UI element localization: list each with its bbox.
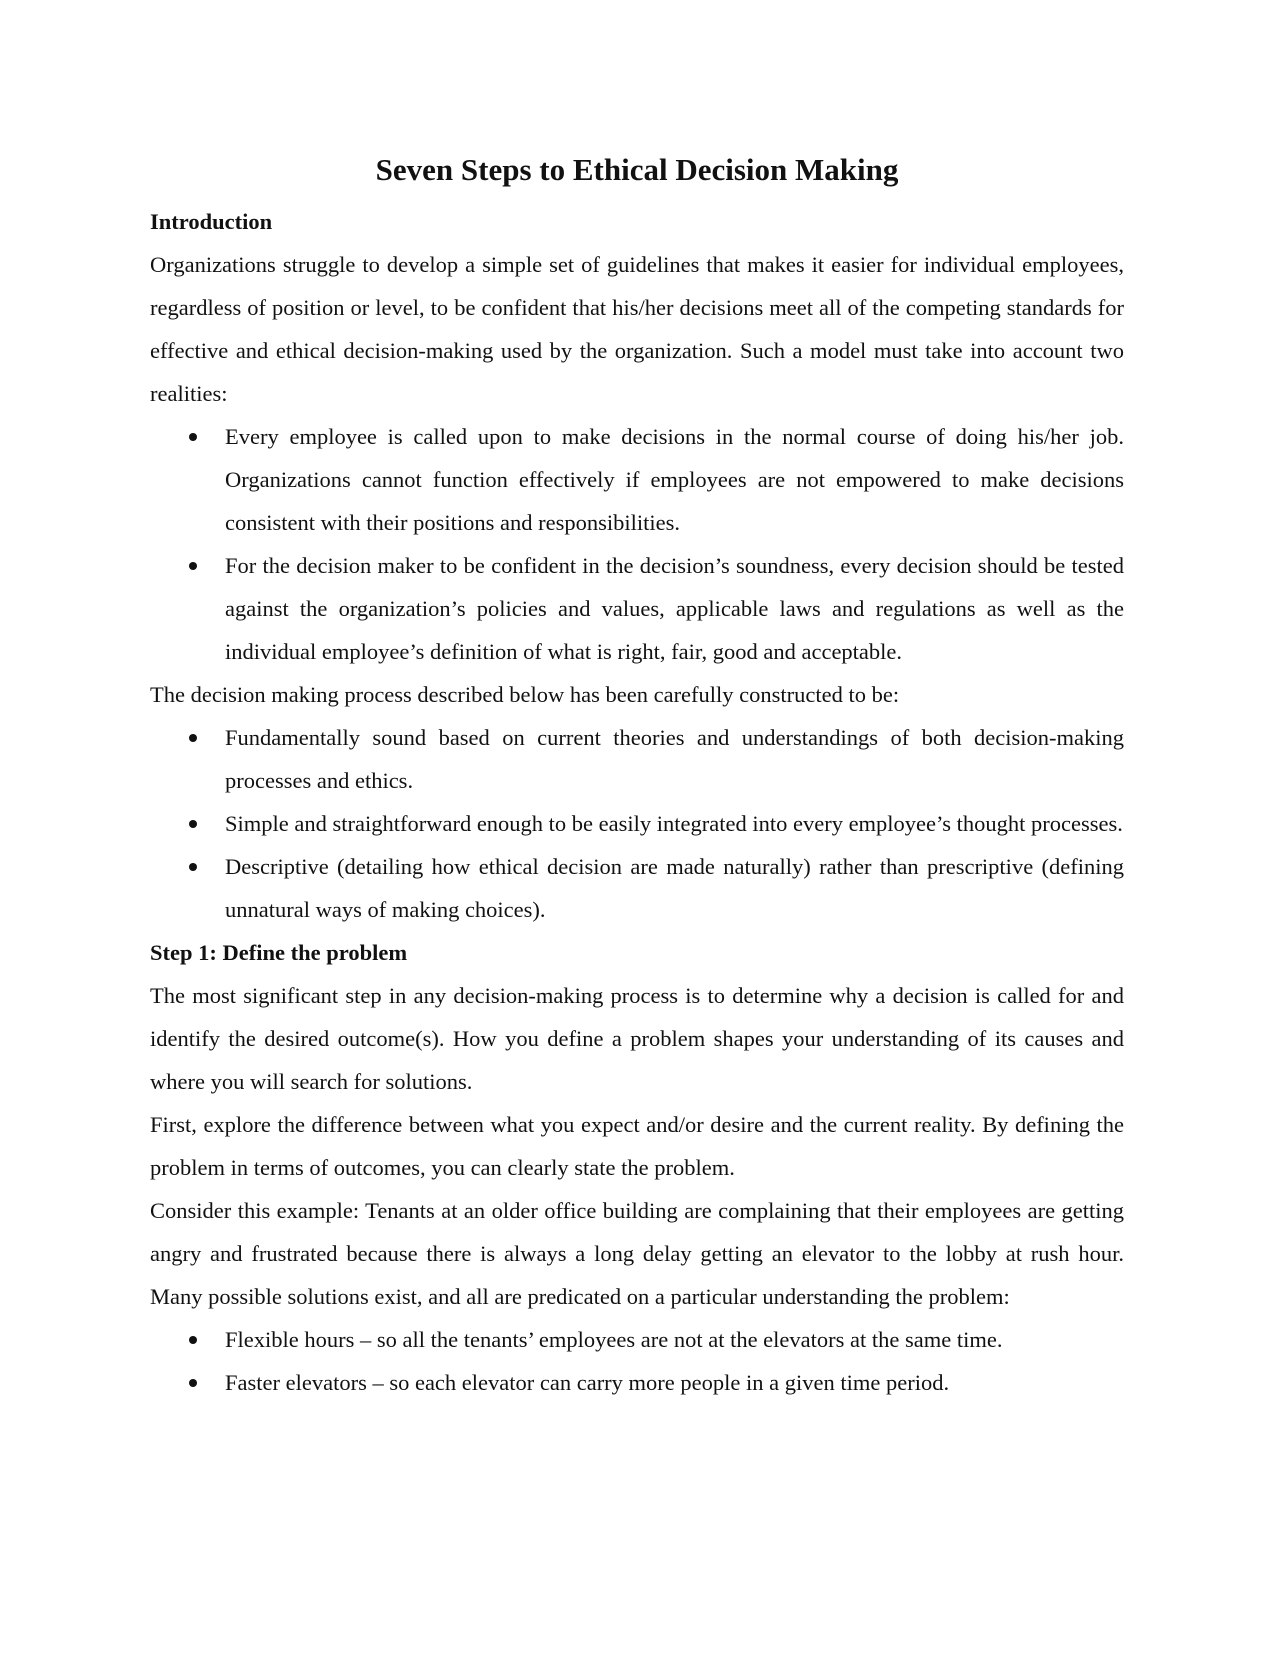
list-item-text: Simple and straightforward enough to be easily integrated into every employee’s thought processes.	[225, 811, 1123, 836]
list-item-text: Descriptive (detailing how ethical decision are made naturally) rather than prescriptive (defining unnatural ways of making choices).	[225, 854, 1124, 922]
list-item	[150, 802, 1124, 845]
solutions-list	[150, 1318, 1124, 1404]
step1-heading: Step 1: Define the problem	[150, 940, 408, 965]
list-item-text: Flexible hours – so all the tenants’ employees are not at the elevators at the same time.	[225, 1327, 1003, 1352]
list-item	[150, 415, 1124, 544]
list-item	[150, 845, 1124, 931]
list-item	[150, 1361, 1124, 1404]
process-intro-paragraph: The decision making process described below has been carefully constructed to be:	[150, 682, 900, 707]
step1-paragraph-3: Consider this example: Tenants at an older office building are complaining that their employees are getting angry and frustrated because there is always a long delay getting an elevator to the lobby at rush hour. Many possible solutions exist, and all are predicated on a particular understanding the problem:	[150, 1198, 1124, 1309]
list-item	[150, 1318, 1124, 1361]
bullet-icon	[189, 734, 197, 742]
list-item-text: Faster elevators – so each elevator can carry more people in a given time period.	[225, 1370, 950, 1395]
list-item	[150, 544, 1124, 673]
list-item-text: Fundamentally sound based on current theories and understandings of both decision-making processes and ethics.	[225, 725, 1124, 793]
bullet-icon	[189, 433, 197, 441]
realities-list	[150, 415, 1124, 673]
bullet-icon	[189, 562, 197, 570]
bullet-icon	[189, 1379, 197, 1387]
document-page	[150, 140, 1124, 1404]
document-title: Seven Steps to Ethical Decision Making	[375, 152, 899, 187]
step1-paragraph-1: The most significant step in any decision-making process is to determine why a decision is called for and identify the desired outcome(s). How you define a problem shapes your understanding of its causes and where you will search for solutions.	[150, 983, 1124, 1094]
bullet-icon	[189, 863, 197, 871]
list-item	[150, 716, 1124, 802]
introduction-paragraph: Organizations struggle to develop a simple set of guidelines that makes it easier for individual employees, regardless of position or level, to be confident that his/her decisions meet all of the competing standards for effective and ethical decision-making used by the organization. Such a model must take into account two realities:	[150, 252, 1124, 406]
list-item-text: For the decision maker to be confident in the decision’s soundness, every decision should be tested against the organization’s policies and values, applicable laws and regulations as well as the individual employee’s definition of what is right, fair, good and acceptable.	[225, 553, 1124, 664]
introduction-heading: Introduction	[150, 209, 273, 234]
bullet-icon	[189, 820, 197, 828]
list-item-text: Every employee is called upon to make decisions in the normal course of doing his/her job. Organizations cannot function effectively if employees are not empowered to make decisions consistent with their positions and responsibilities.	[225, 424, 1124, 535]
qualities-list	[150, 716, 1124, 931]
step1-paragraph-2: First, explore the difference between what you expect and/or desire and the current reality. By defining the problem in terms of outcomes, you can clearly state the problem.	[150, 1112, 1124, 1180]
bullet-icon	[189, 1336, 197, 1344]
